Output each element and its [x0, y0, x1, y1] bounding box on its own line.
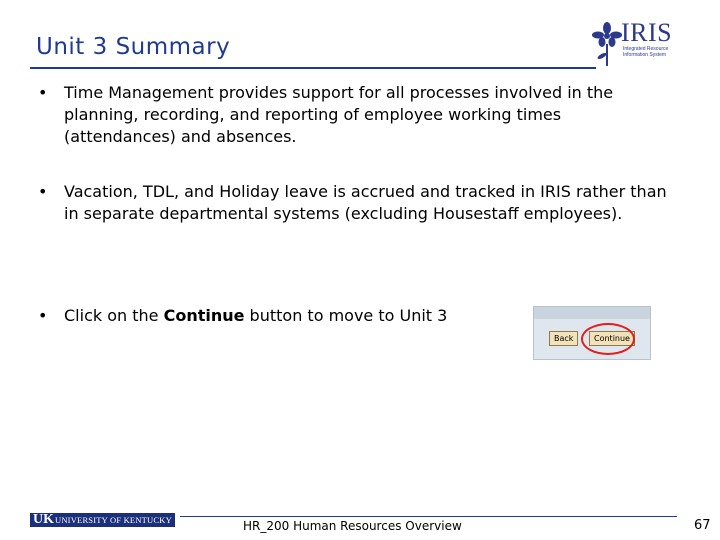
iris-flower-icon: [592, 22, 622, 68]
iris-wordmark: IRIS: [621, 18, 673, 47]
bullet-marker-1: •: [38, 83, 48, 102]
footer-course-title: HR_200 Human Resources Overview: [243, 519, 462, 533]
iris-subtitle: Integrated Resource Information System: [623, 46, 669, 58]
uk-mark: UK: [33, 513, 54, 527]
bullet-3-suffix: button to move to Unit 3: [244, 306, 448, 325]
screenshot-back-button: Back: [549, 331, 578, 346]
bullet-marker-3: •: [38, 306, 48, 325]
footer-divider: [180, 516, 677, 517]
university-logo: [30, 513, 175, 527]
bullet-3-prefix: Click on the: [64, 306, 164, 325]
bullet-text-2: Vacation, TDL, and Holiday leave is accrued and tracked in IRIS rather than in separate departmental systems (excluding Housestaff employees).: [64, 182, 667, 223]
university-name: UNIVERSITY OF KENTUCKY: [55, 515, 172, 525]
screenshot-toolbar: [534, 307, 650, 319]
continue-button-screenshot: [533, 306, 651, 360]
page-number: 67: [694, 518, 711, 533]
continue-emphasis: Continue: [163, 306, 245, 325]
bullet-marker-2: •: [38, 182, 48, 201]
bullet-text-1: Time Management provides support for all processes involved in the planning, recording, and reporting of employee working times (attendances) and absences.: [64, 83, 614, 146]
iris-logo: [592, 20, 672, 70]
screenshot-continue-button: Continue: [589, 331, 635, 346]
highlight-circle: [581, 323, 635, 355]
slide-title: Unit 3 Summary: [36, 34, 231, 60]
title-underline: [30, 67, 596, 69]
